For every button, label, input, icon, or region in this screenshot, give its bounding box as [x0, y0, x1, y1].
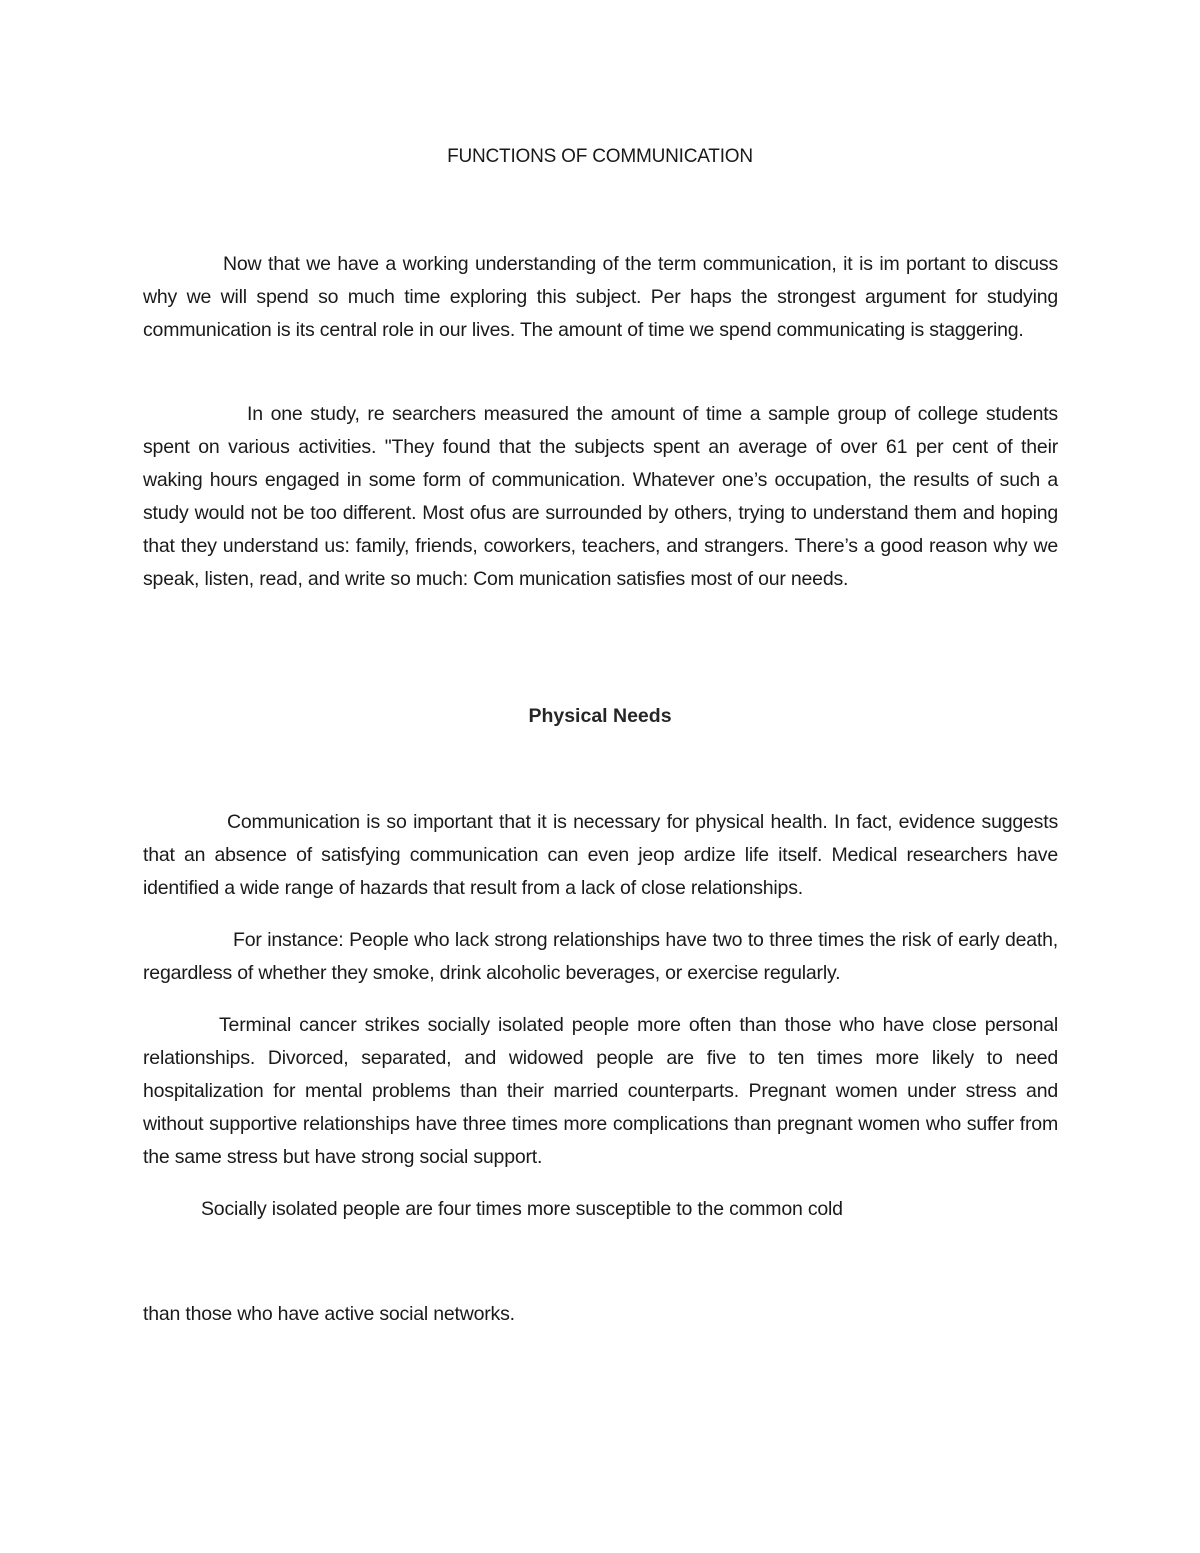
- physical-paragraph-3: Terminal cancer strikes socially isolated people more often than those who have close personal relationships. Divorced, separated, and widowed people are five to ten times more likely to need hospitalization for mental problems than their married counterparts. Pregnant women under stress and without supportive relationships have three times more complications than pregnant women who suffer from the same stress but have strong social support.: [143, 1014, 1058, 1168]
- page-title: FUNCTIONS OF COMMUNICATION: [447, 146, 753, 167]
- intro-paragraph-2: In one study, re searchers measured the amount of time a sample group of college students spent on various activities. "They found that the subjects spent an average of over 61 per cent of their waking hours engaged in some form of communication. Whatever one’s occupation, the results of such a study would not be too different. Most ofus are surrounded by others, trying to understand them and hoping that they understand us: family, friends, coworkers, teachers, and strangers. There’s a good reason why we speak, listen, read, and write so much: Com munication satisfies most of our needs.: [143, 403, 1058, 590]
- section-heading-physical-needs: Physical Needs: [528, 705, 672, 727]
- physical-paragraph-5: than those who have active social networks.: [143, 1303, 515, 1325]
- intro-paragraph-1: Now that we have a working understanding of the term communication, it is im portant to discuss why we will spend so much time exploring this subject. Per haps the strongest argument for studying communication is its central role in our lives. The amount of time we spend communicating is staggering.: [143, 253, 1058, 341]
- physical-paragraph-4: Socially isolated people are four times more susceptible to the common cold: [201, 1198, 843, 1220]
- physical-paragraph-1: Communication is so important that it is necessary for physical health. In fact, evidence suggests that an absence of satisfying communication can even jeop ardize life itself. Medical researchers have identified a wide range of hazards that result from a lack of close relationships.: [143, 811, 1058, 899]
- physical-paragraph-2: For instance: People who lack strong relationships have two to three times the risk of early death, regardless of whether they smoke, drink alcoholic beverages, or exercise regularly.: [143, 929, 1058, 984]
